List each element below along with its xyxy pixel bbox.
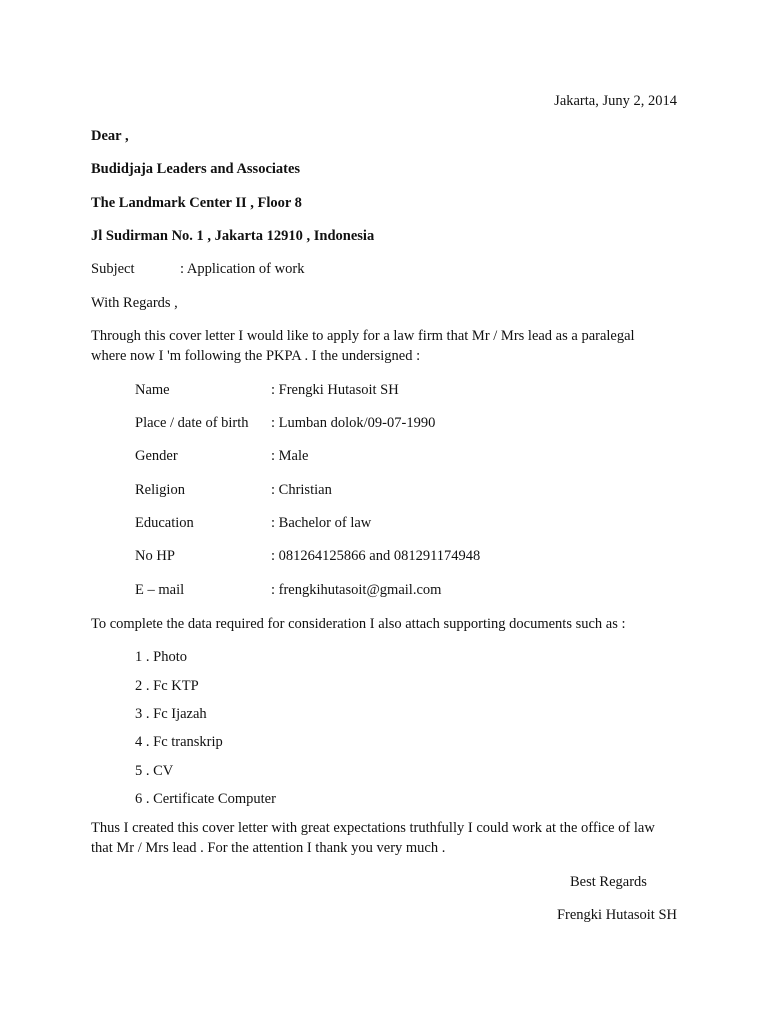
closing-line-2: that Mr / Mrs lead . For the attention I thank you very much . [91, 840, 446, 856]
detail-label-name: Name [135, 382, 170, 398]
intro-line-1: Through this cover letter I would like to apply for a law firm that Mr / Mrs lead as a paralegal [91, 328, 635, 344]
detail-label-email: E – mail [135, 582, 185, 598]
signature-name: Frengki Hutasoit SH [556, 907, 677, 923]
detail-value-religion: : Christian [271, 482, 332, 498]
greeting: With Regards , [91, 295, 178, 311]
salutation: Dear , [91, 128, 129, 144]
recipient-company: Budidjaja Leaders and Associates [91, 161, 301, 177]
attachments-intro: To complete the data required for consideration I also attach supporting documents such as : [91, 616, 626, 632]
recipient-building: The Landmark Center II , Floor 8 [91, 195, 302, 211]
place-date: Jakarta, Juny 2, 2014 [554, 93, 677, 109]
detail-value-gender: : Male [271, 448, 309, 464]
subject-label: Subject [91, 261, 135, 277]
detail-value-education: : Bachelor of law [271, 515, 372, 531]
list-item: 6 . Certificate Computer [135, 791, 276, 807]
closing-line-1: Thus I created this cover letter with great expectations truthfully I could work at the office of law [91, 820, 655, 836]
list-item: 1 . Photo [135, 649, 187, 665]
subject-value: : Application of work [180, 261, 305, 277]
list-item: 5 . CV [135, 763, 174, 779]
list-item: 3 . Fc Ijazah [135, 706, 207, 722]
detail-label-birth: Place / date of birth [135, 415, 249, 431]
list-item: 4 . Fc transkrip [135, 734, 223, 750]
detail-value-birth: : Lumban dolok/09-07-1990 [271, 415, 436, 431]
detail-value-name: : Frengki Hutasoit SH [271, 382, 399, 398]
recipient-address: Jl Sudirman No. 1 , Jakarta 12910 , Indonesia [91, 228, 375, 244]
intro-line-2: where now I 'm following the PKPA . I the undersigned : [91, 348, 421, 364]
list-item: 2 . Fc KTP [135, 678, 199, 694]
detail-label-education: Education [135, 515, 194, 531]
detail-label-gender: Gender [135, 448, 178, 464]
detail-value-email: : frengkihutasoit@gmail.com [271, 582, 442, 598]
sign-off: Best Regards [570, 874, 647, 890]
detail-label-phone: No HP [135, 548, 175, 564]
detail-value-phone: : 081264125866 and 081291174948 [271, 548, 481, 564]
detail-label-religion: Religion [135, 482, 185, 498]
